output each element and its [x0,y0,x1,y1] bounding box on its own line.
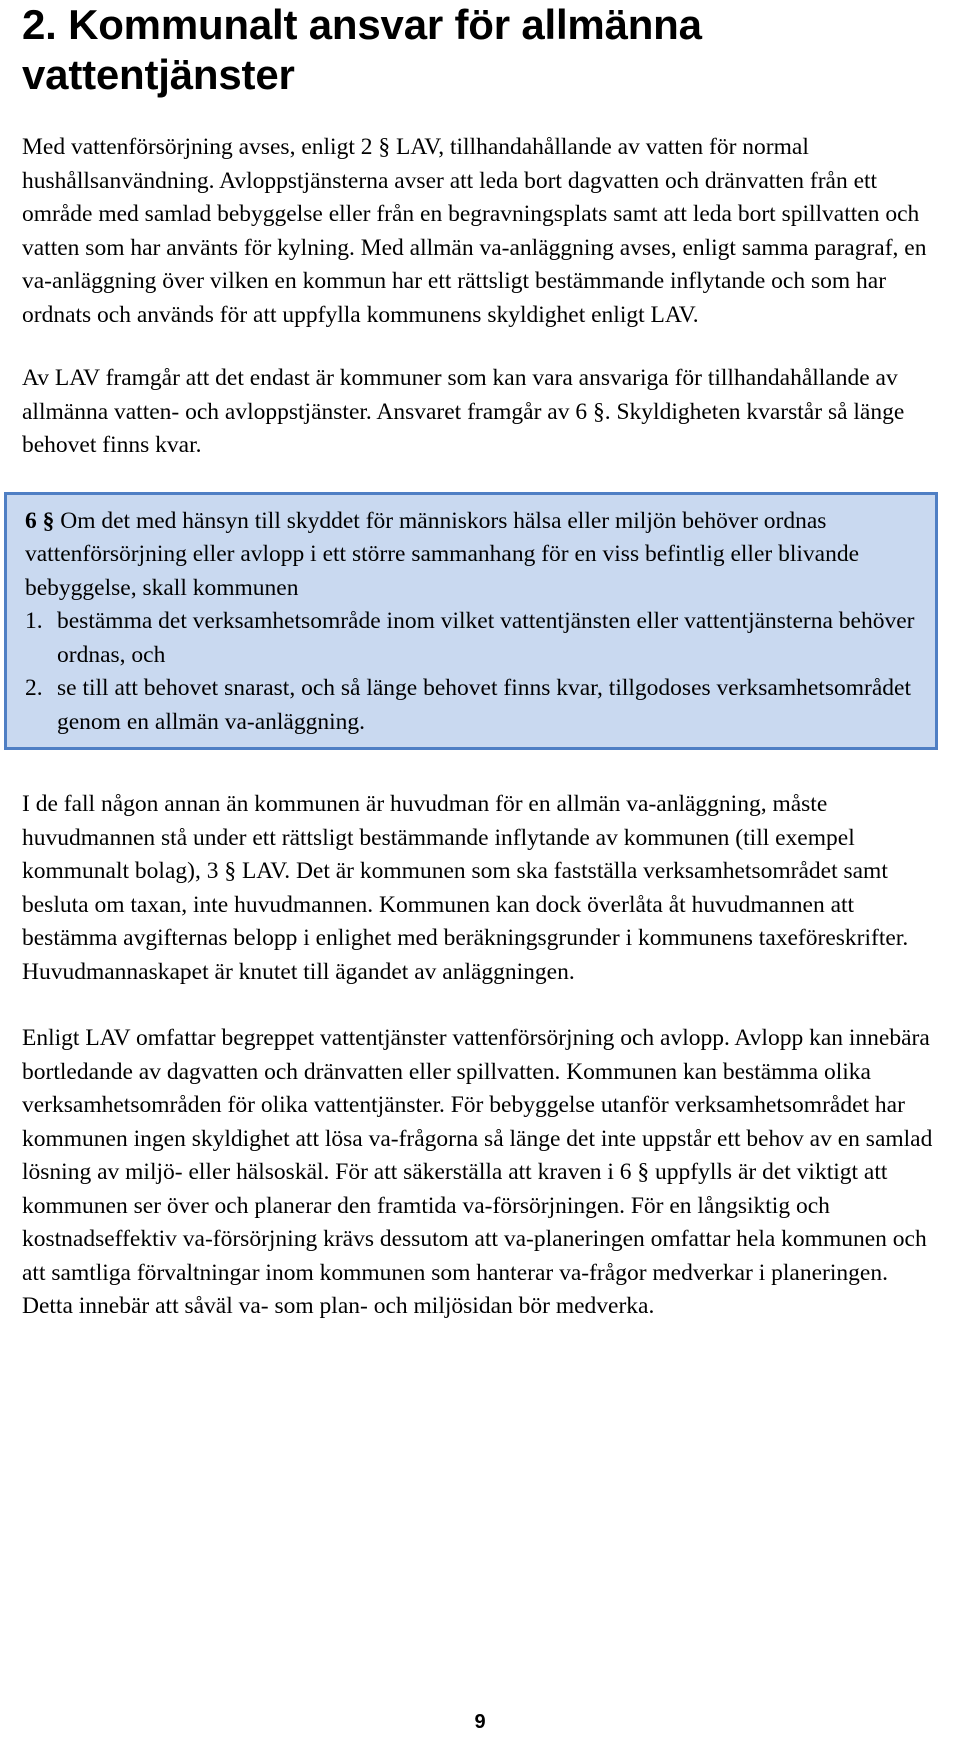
law-list-item [25,605,917,672]
list-item-text: bestämma det verksamhetsområde inom vilket vattentjänsten eller vattentjänsterna behöver ordnas, och [57,608,915,668]
law-quote-intro [25,505,917,606]
list-item-text: se till att behovet snarast, och så länge behovet finns kvar, tillgodoses verksamhetsområdet genom en allmän va-anläggning. [57,675,911,735]
paragraph-definitions: Med vattenförsörjning avses, enligt 2 § LAV, tillhandahållande av vatten för normal hushållsanvändning. Avloppstjänsterna avser att leda bort dagvatten och dränvatten från ett område med samlad bebyggelse eller från en begravningsplats samt att leda bort spillvatten och vatten som har använts för kylning. Med allmän va-anläggning avses, enligt samma paragraf, en va-anläggning över vilken en kommun har ett rättsligt bestämmande inflytande och som har ordnats och används för att uppfylla kommunens skyldighet enligt LAV. [22,134,927,328]
list-marker: 2. [25,675,43,701]
document-page [22,0,940,1324]
law-list-item [25,672,917,739]
law-quote-box [4,492,938,751]
paragraph-responsibility: Av LAV framgår att det endast är kommuner som kan vara ansvariga för tillhandahållande av allmänna vatten- och avloppstjänster. Ansvaret framgår av 6 §. Skyldigheten kvarstår så länge behovet finns kvar. [22,365,905,458]
paragraph-water-services: Enligt LAV omfattar begreppet vattentjänster vattenförsörjning och avlopp. Avlopp kan innebära bortledande av dagvatten och dränvatten eller spillvatten. Kommunen kan bestämma olika verksamhetsområden för olika vattentjänster. För bebyggelse utanför verksamhetsområdet har kommunen ingen skyldighet att lösa va-frågorna så länge det inte uppstår ett behov av en samlad lösning av miljö- eller hälsoskäl. För att säkerställa att kraven i 6 § uppfylls är det viktigt att kommunen ser över och planerar den framtida va-försörjningen. För en långsiktig och kostnadseffektiv va-försörjning krävs dessutom att va-planeringen omfattar hela kommunen och att samtliga förvaltningar inom kommunen som hanterar va-frågor medverkar i planeringen. Detta innebär att såväl va- som plan- och miljösidan bör medverka. [22,1025,933,1319]
section-heading: 2. Kommunalt ansvar för allmänna vattentjänster [22,1,702,98]
list-marker: 1. [25,608,43,634]
law-section-number: 6 § [25,507,55,534]
law-quote-intro-text: Om det med hänsyn till skyddet för människors hälsa eller miljön behöver ordnas vattenförsörjning eller avlopp i ett större sammanhang för en viss befintlig eller blivande bebyggelse, skall kommunen [25,507,860,601]
page-number: 9 [474,1711,486,1733]
paragraph-principal: I de fall någon annan än kommunen är huvudman för en allmän va-anläggning, måste huvudmannen stå under ett rättsligt bestämmande inflytande av kommunen (till exempel kommunalt bolag), 3 § LAV. Det är kommunen som ska fastställa verksamhetsområdet samt besluta om taxan, inte huvudmannen. Kommunen kan dock överlåta åt huvudmannen att bestämma avgifternas belopp i enlighet med beräkningsgrunder i kommunens taxeföreskrifter. Huvudmannaskapet är knutet till ägandet av anläggningen. [22,791,909,985]
